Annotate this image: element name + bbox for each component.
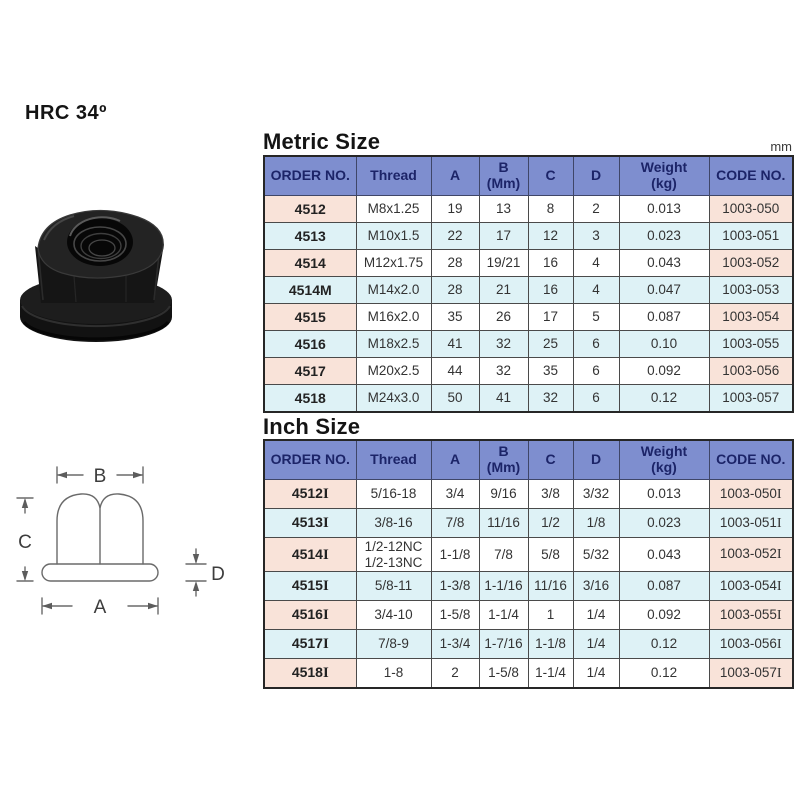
table-cell: 11/16 [479, 509, 528, 538]
table-cell: 1 [528, 601, 573, 630]
column-header: Thread [356, 440, 431, 480]
table-cell: 6 [573, 385, 619, 412]
table-cell: 1/4 [573, 601, 619, 630]
dim-label-d: D [211, 564, 225, 585]
code-no-cell: 1003-056I [709, 630, 793, 659]
table-cell: 7/8 [479, 538, 528, 572]
column-header: CODE NO. [709, 440, 793, 480]
table-cell: 5/8 [528, 538, 573, 572]
table-cell: 28 [431, 250, 479, 277]
metric-unit-note: mm [770, 139, 792, 154]
table-cell: 0.047 [619, 277, 709, 304]
table-cell: 1-1/8 [528, 630, 573, 659]
inch-section-header [263, 414, 792, 440]
table-cell: 35 [528, 358, 573, 385]
table-cell: 1/4 [573, 659, 619, 688]
table-cell: 21 [479, 277, 528, 304]
table-row [264, 223, 793, 250]
table-row [264, 572, 793, 601]
column-header: C [528, 156, 573, 196]
table-cell: 17 [479, 223, 528, 250]
table-cell: 4 [573, 277, 619, 304]
order-no-cell: 4518 [264, 385, 356, 412]
table-cell: 13 [479, 196, 528, 223]
table-cell: 5/16-18 [356, 480, 431, 509]
dim-label-a: A [93, 597, 107, 618]
table-cell: 19 [431, 196, 479, 223]
table-cell: 8 [528, 196, 573, 223]
table-cell: 22 [431, 223, 479, 250]
column-header: Thread [356, 156, 431, 196]
column-header: D [573, 156, 619, 196]
table-cell: M10x1.5 [356, 223, 431, 250]
inch-size-table [263, 439, 794, 689]
table-cell: 1-7/16 [479, 630, 528, 659]
dimension-diagram [10, 463, 240, 638]
table-cell: 50 [431, 385, 479, 412]
table-cell: 0.013 [619, 480, 709, 509]
table-cell: 9/16 [479, 480, 528, 509]
column-header: ORDER NO. [264, 156, 356, 196]
table-cell: 0.043 [619, 538, 709, 572]
order-no-cell: 4518I [264, 659, 356, 688]
table-cell: 32 [479, 331, 528, 358]
column-header: A [431, 156, 479, 196]
table-cell: 0.087 [619, 572, 709, 601]
table-cell: 1/4 [573, 630, 619, 659]
table-cell: 16 [528, 250, 573, 277]
table-row [264, 385, 793, 412]
code-no-cell: 1003-051I [709, 509, 793, 538]
table-cell: 0.12 [619, 630, 709, 659]
table-cell: 3/4 [431, 480, 479, 509]
table-cell: 1-5/8 [431, 601, 479, 630]
table-cell: 12 [528, 223, 573, 250]
code-no-cell: 1003-052I [709, 538, 793, 572]
table-cell: 0.087 [619, 304, 709, 331]
flange-nut-photo [8, 196, 186, 348]
table-cell: 2 [431, 659, 479, 688]
hardness-label: HRC 34º [25, 102, 107, 124]
table-cell: 0.013 [619, 196, 709, 223]
order-no-cell: 4517I [264, 630, 356, 659]
column-header: A [431, 440, 479, 480]
code-no-cell: 1003-056 [709, 358, 793, 385]
table-cell: M20x2.5 [356, 358, 431, 385]
table-cell: 6 [573, 331, 619, 358]
table-cell: 3/32 [573, 480, 619, 509]
order-no-cell: 4514M [264, 277, 356, 304]
table-cell: 1/8 [573, 509, 619, 538]
order-no-cell: 4513I [264, 509, 356, 538]
table-cell: 0.023 [619, 223, 709, 250]
metric-size-table [263, 155, 794, 413]
code-no-cell: 1003-057I [709, 659, 793, 688]
table-cell: 1-8 [356, 659, 431, 688]
table-cell: 26 [479, 304, 528, 331]
order-no-cell: 4512I [264, 480, 356, 509]
column-header: Weight (kg) [619, 440, 709, 480]
table-cell: 3 [573, 223, 619, 250]
table-cell: 11/16 [528, 572, 573, 601]
order-no-cell: 4516I [264, 601, 356, 630]
table-cell: 35 [431, 304, 479, 331]
order-no-cell: 4515 [264, 304, 356, 331]
table-cell: 3/16 [573, 572, 619, 601]
column-header: B (Mm) [479, 440, 528, 480]
inch-size-title: Inch Size [263, 414, 361, 439]
table-cell: 1-3/8 [431, 572, 479, 601]
column-header: Weight (kg) [619, 156, 709, 196]
table-cell: 1-5/8 [479, 659, 528, 688]
order-no-cell: 4516 [264, 331, 356, 358]
table-cell: 3/8-16 [356, 509, 431, 538]
table-row [264, 277, 793, 304]
table-header-row [264, 440, 793, 480]
column-header: B (Mm) [479, 156, 528, 196]
table-cell: M18x2.5 [356, 331, 431, 358]
table-cell: 0.092 [619, 601, 709, 630]
table-cell: M14x2.0 [356, 277, 431, 304]
column-header: ORDER NO. [264, 440, 356, 480]
table-cell: 1/2-12NC 1/2-13NC [356, 538, 431, 572]
table-cell: 1-1/4 [479, 601, 528, 630]
order-no-cell: 4513 [264, 223, 356, 250]
table-cell: 1-1/8 [431, 538, 479, 572]
dim-label-c: C [18, 532, 32, 553]
table-cell: 44 [431, 358, 479, 385]
code-no-cell: 1003-053 [709, 277, 793, 304]
table-row [264, 250, 793, 277]
table-row [264, 630, 793, 659]
table-cell: 0.023 [619, 509, 709, 538]
table-row [264, 304, 793, 331]
table-row [264, 509, 793, 538]
table-cell: 1-1/4 [528, 659, 573, 688]
table-cell: 17 [528, 304, 573, 331]
table-row [264, 601, 793, 630]
code-no-cell: 1003-050 [709, 196, 793, 223]
table-cell: 4 [573, 250, 619, 277]
table-header-row [264, 156, 793, 196]
table-row [264, 659, 793, 688]
code-no-cell: 1003-051 [709, 223, 793, 250]
code-no-cell: 1003-055 [709, 331, 793, 358]
table-cell: 28 [431, 277, 479, 304]
table-row [264, 538, 793, 572]
table-cell: 0.043 [619, 250, 709, 277]
table-cell: 5/8-11 [356, 572, 431, 601]
table-cell: 0.12 [619, 385, 709, 412]
table-cell: M8x1.25 [356, 196, 431, 223]
table-cell: M16x2.0 [356, 304, 431, 331]
column-header: D [573, 440, 619, 480]
table-row [264, 480, 793, 509]
table-cell: M12x1.75 [356, 250, 431, 277]
table-cell: 41 [431, 331, 479, 358]
order-no-cell: 4514 [264, 250, 356, 277]
metric-section-header [263, 129, 792, 155]
table-cell: 1-1/16 [479, 572, 528, 601]
table-cell: 5/32 [573, 538, 619, 572]
table-cell: 0.092 [619, 358, 709, 385]
table-cell: 19/21 [479, 250, 528, 277]
metric-size-title: Metric Size [263, 129, 381, 154]
table-cell: 2 [573, 196, 619, 223]
table-cell: 25 [528, 331, 573, 358]
table-cell: 7/8 [431, 509, 479, 538]
table-cell: 1/2 [528, 509, 573, 538]
table-row [264, 196, 793, 223]
column-header: C [528, 440, 573, 480]
table-cell: 3/8 [528, 480, 573, 509]
table-cell: 3/4-10 [356, 601, 431, 630]
code-no-cell: 1003-052 [709, 250, 793, 277]
order-no-cell: 4512 [264, 196, 356, 223]
order-no-cell: 4515I [264, 572, 356, 601]
code-no-cell: 1003-054I [709, 572, 793, 601]
dim-label-b: B [93, 466, 107, 487]
code-no-cell: 1003-050I [709, 480, 793, 509]
code-no-cell: 1003-057 [709, 385, 793, 412]
table-row [264, 331, 793, 358]
table-cell: 32 [479, 358, 528, 385]
table-cell: 0.12 [619, 659, 709, 688]
table-cell: 32 [528, 385, 573, 412]
table-cell: M24x3.0 [356, 385, 431, 412]
table-cell: 5 [573, 304, 619, 331]
table-cell: 1-3/4 [431, 630, 479, 659]
table-row [264, 358, 793, 385]
order-no-cell: 4514I [264, 538, 356, 572]
table-cell: 6 [573, 358, 619, 385]
column-header: CODE NO. [709, 156, 793, 196]
code-no-cell: 1003-055I [709, 601, 793, 630]
table-cell: 7/8-9 [356, 630, 431, 659]
table-cell: 0.10 [619, 331, 709, 358]
table-cell: 16 [528, 277, 573, 304]
order-no-cell: 4517 [264, 358, 356, 385]
table-cell: 41 [479, 385, 528, 412]
code-no-cell: 1003-054 [709, 304, 793, 331]
